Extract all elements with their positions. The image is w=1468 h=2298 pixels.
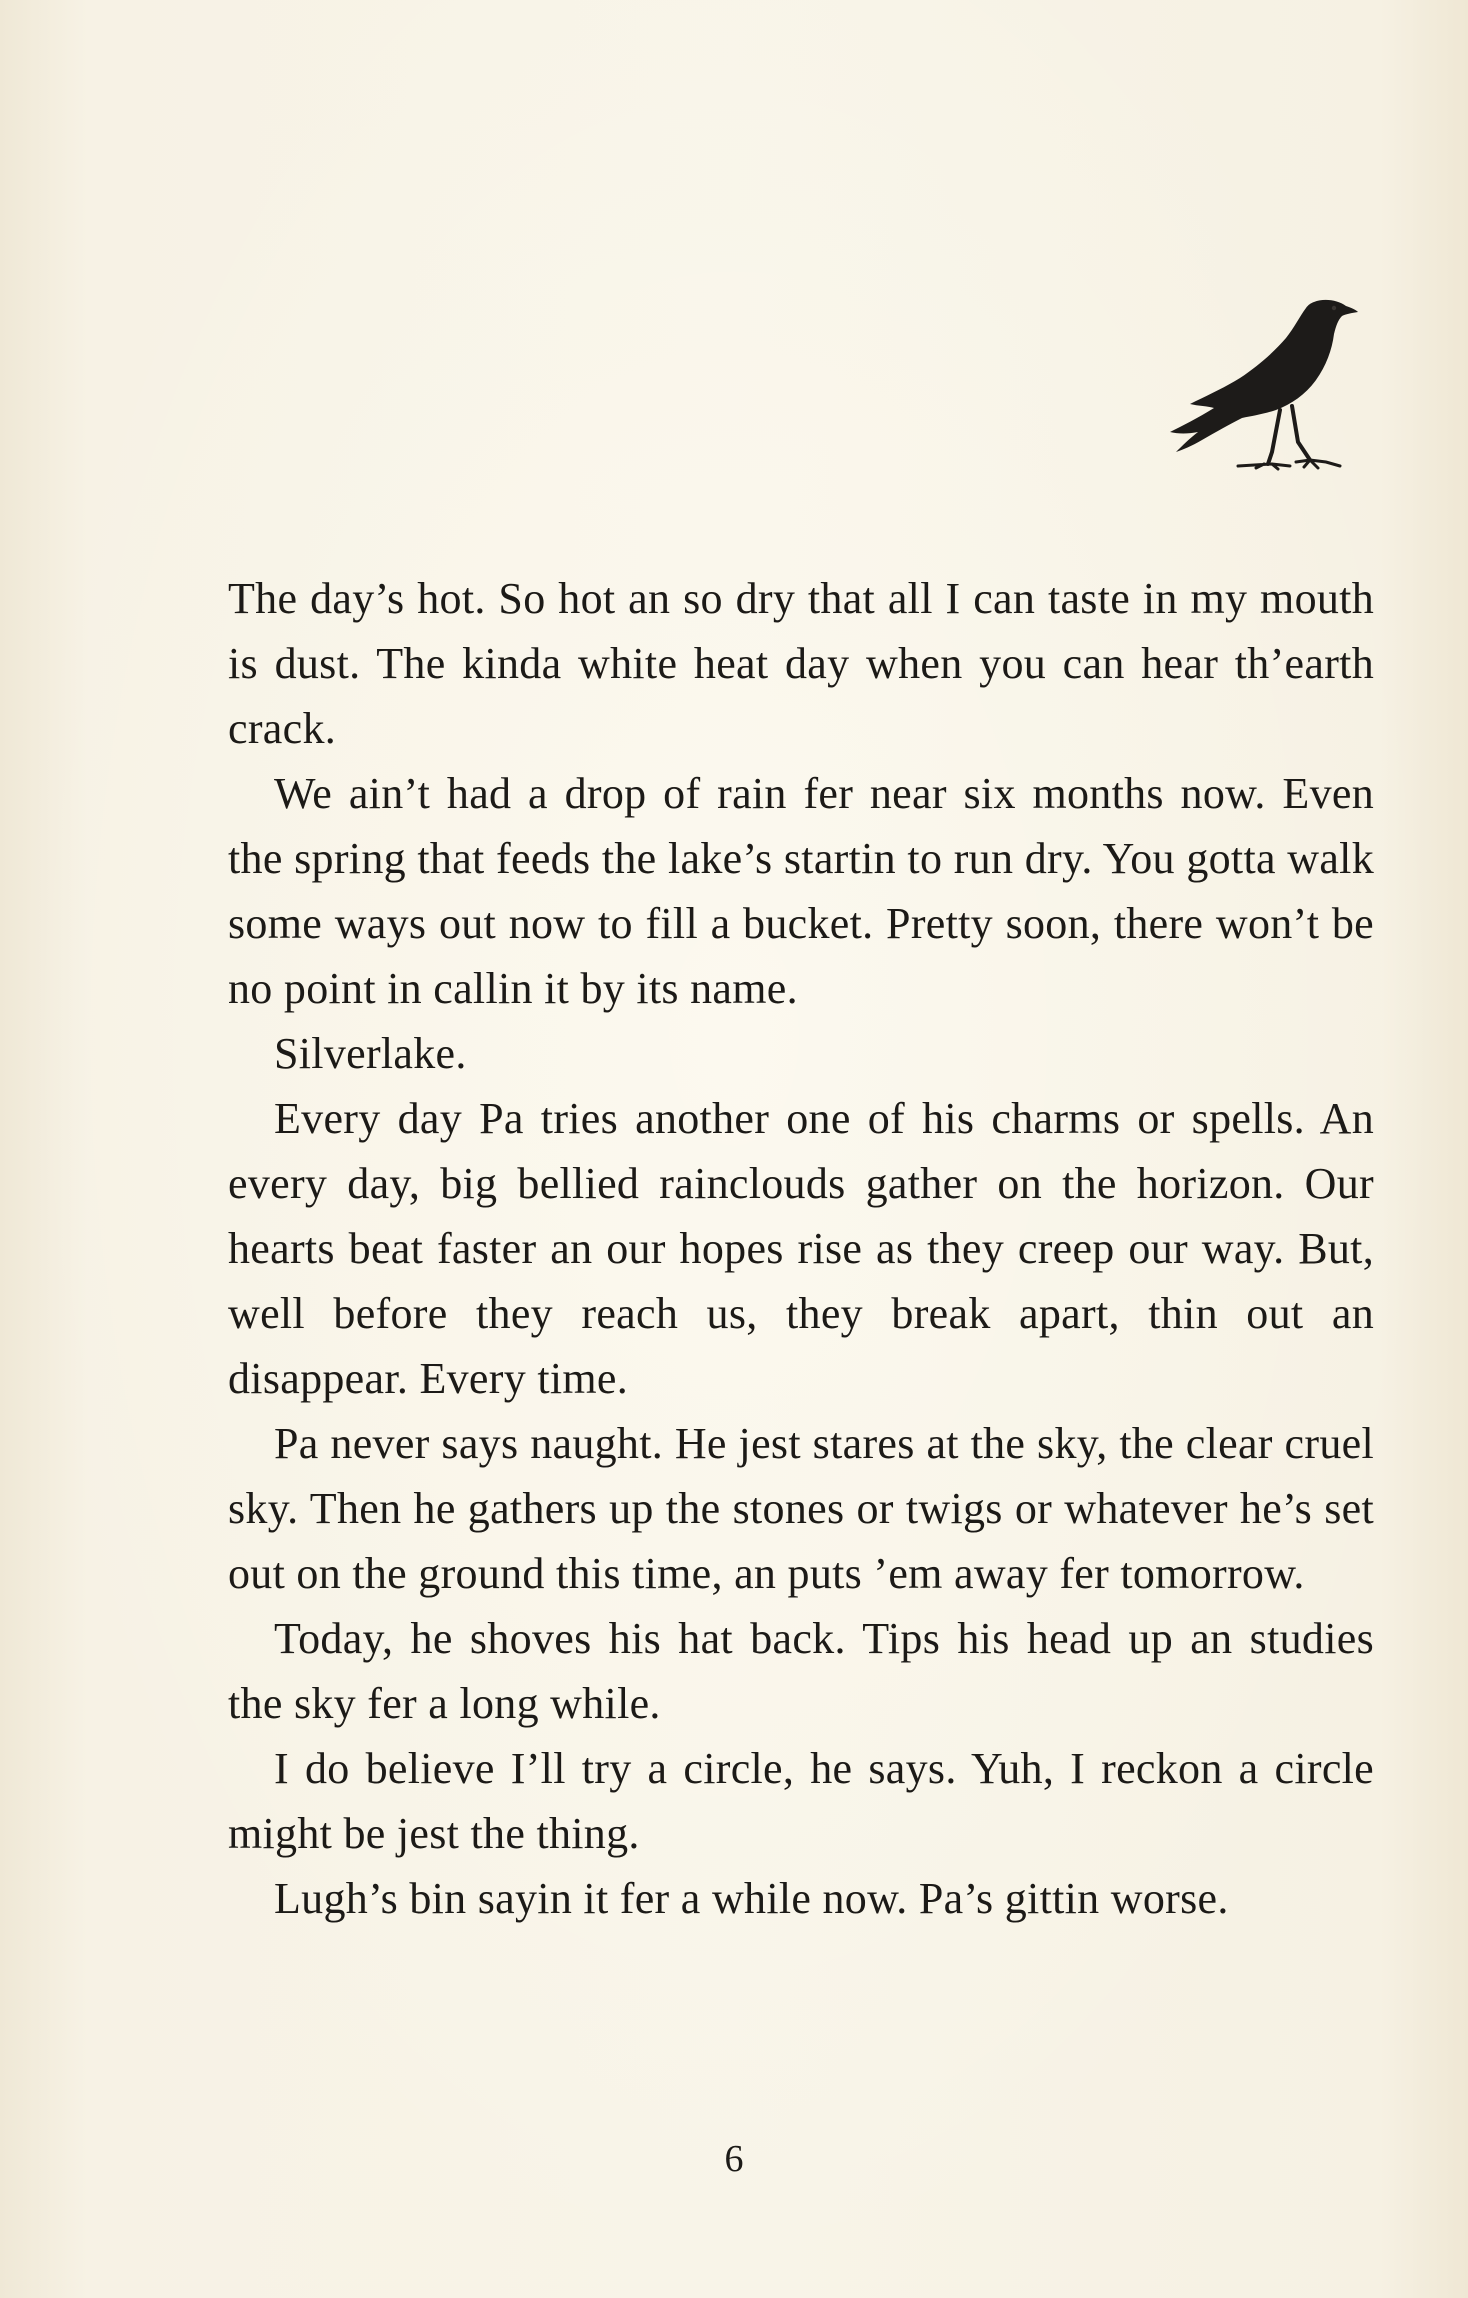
page-number: 6	[724, 2138, 744, 2180]
crow-icon	[1168, 292, 1358, 478]
paragraph: Pa never says naught. He jest stares at the sky, the clear cruel sky. Then he gathers up the stones or twigs or whatever he’s set out on the ground this time, an puts ’em away fer tomorrow.	[228, 1419, 1374, 1598]
paragraph: The day’s hot. So hot an so dry that all I can taste in my mouth is dust. The kinda white heat day when you can hear th’earth crack.	[228, 574, 1374, 753]
paragraph: Lugh’s bin sayin it fer a while now. Pa’s gittin worse.	[274, 1874, 1229, 1923]
chapter-text	[228, 566, 1374, 1931]
paragraph: I do believe I’ll try a circle, he says. Yuh, I reckon a circle might be jest the thing.	[228, 1744, 1374, 1858]
paragraph: Every day Pa tries another one of his charms or spells. An every day, big bellied rainclouds gather on the horizon. Our hearts beat faster an our hopes rise as they creep our way. But, well before they reach us, they break apart, thin out an disappear. Every time.	[228, 1094, 1374, 1403]
paragraph: We ain’t had a drop of rain fer near six months now. Even the spring that feeds the lake’s startin to run dry. You gotta walk some ways out now to fill a bucket. Pretty soon, there won’t be no point in callin it by its name.	[228, 769, 1374, 1013]
paragraph: Today, he shoves his hat back. Tips his head up an studies the sky fer a long while.	[228, 1614, 1374, 1728]
paragraph: Silverlake.	[274, 1029, 467, 1078]
